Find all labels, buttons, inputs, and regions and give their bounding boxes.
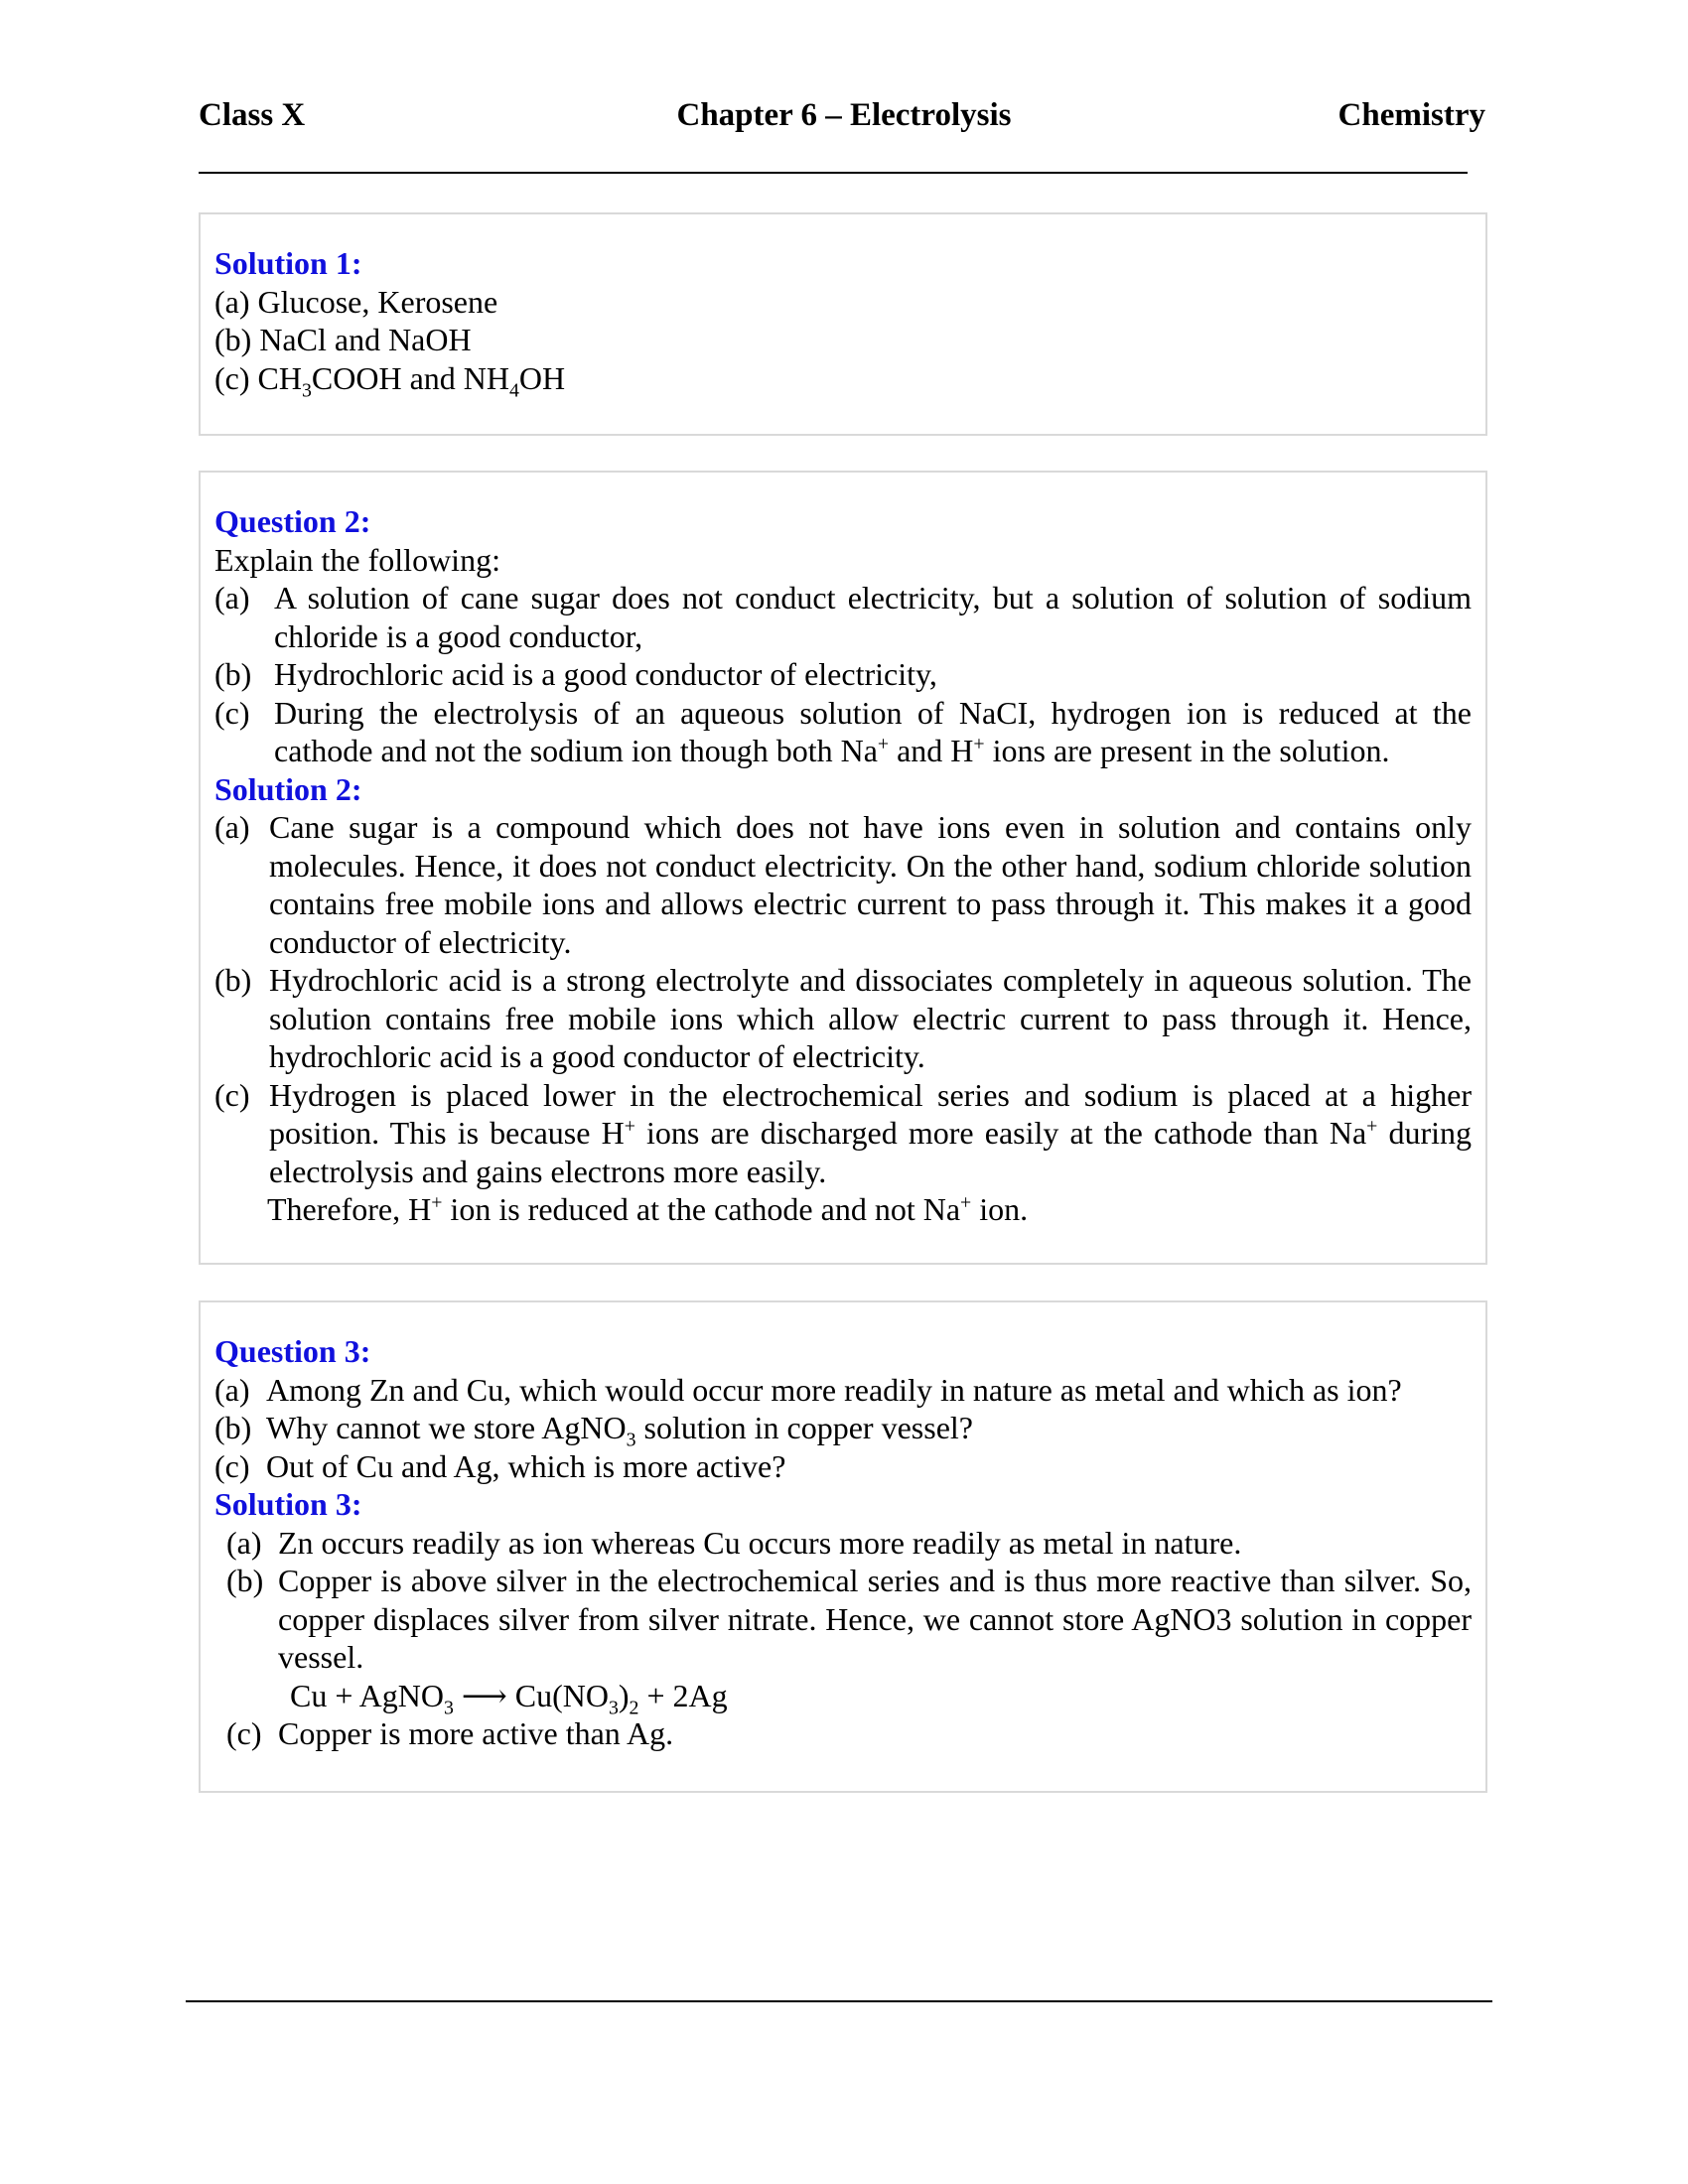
item-label: (b) [226, 1563, 264, 1598]
item-label: (a) [214, 1371, 250, 1408]
item-text: A solution of cane sugar does not conduct electricity, but a solution of solution of sodium chloride is a good conductor, [274, 580, 1472, 654]
item-label: (a) [214, 809, 250, 845]
question-2-item-c [214, 694, 1472, 770]
item-text: During the electrolysis of an aqueous solution of NaCI, hydrogen ion is reduced at the cathode and not the sodium ion though both Na+ and H+ ions are present in the solution. [274, 694, 1472, 768]
item-label: (c) [214, 1076, 250, 1113]
question-2-intro: Explain the following: [214, 541, 500, 578]
item-text: Hydrochloric acid is a strong electrolyte and dissociates completely in aqueous solution. The solution contains free mobile ions which allow electric current to pass through it. Hence, hydrochloric acid is a good conductor of electricity. [269, 962, 1472, 1074]
chemical-equation: Cu + AgNO$_3$ ⟶ $Cu(NO_3)_2 + 2Ag$ [290, 1677, 728, 1718]
item-label: (a) [214, 580, 250, 615]
question-3-item-c [214, 1447, 1472, 1486]
item-label: (c) [214, 359, 250, 396]
header-chapter-title: Chapter 6 – Electrolysis [676, 97, 1012, 133]
footer-rule [186, 2000, 1492, 2002]
reaction-arrow: ⟶ [461, 1677, 507, 1713]
item-text: Among Zn and Cu, which would occur more readily in nature as metal and which as ion? [266, 1371, 1402, 1408]
question-3-box [199, 1300, 1487, 1793]
item-text: Out of Cu and Ag, which is more active? [266, 1447, 786, 1484]
item-text: Copper is above silver in the electrochemical series and is thus more reactive than silver. So, copper displaces silver from silver nitrate. Hence, we cannot store AgNO3 solution in copper vessel. [278, 1563, 1472, 1675]
item-text: Why cannot we store AgNO$_3$ solution in copper vessel? [266, 1410, 973, 1451]
item-label: (b) [214, 322, 252, 357]
item-label: (b) [214, 962, 252, 998]
solution-1-item-b [214, 321, 1472, 359]
item-text: NaCl and NaOH [259, 322, 472, 357]
solution-3-item-c [214, 1714, 1472, 1753]
question-2-item-a [214, 579, 1472, 655]
header-subject: Chemistry [1337, 97, 1485, 133]
solution-3-item-a [214, 1524, 1472, 1563]
item-text: Hydrogen is placed lower in the electrochemical series and sodium is placed at a higher position. This is because H+ ions are discharged more easily at the cathode than Na+ during electrolysis and gains electrons more easily. [269, 1076, 1473, 1189]
solution-1-item-c [214, 359, 1472, 401]
item-label: (c) [226, 1715, 262, 1751]
item-text: $CH_3COOH$ and $NH_4OH$ [257, 359, 566, 401]
item-text: Hydrochloric acid is a good conductor of electricity, [274, 656, 937, 692]
solution-2-heading: Solution 2: [214, 770, 362, 807]
solution-1-item-a [214, 283, 1472, 322]
item-label: (a) [226, 1524, 262, 1561]
header-rule [199, 172, 1468, 174]
item-label: (c) [214, 694, 250, 731]
solution-3-item-b [214, 1562, 1472, 1677]
question-3-item-b [214, 1409, 1472, 1451]
item-label: (b) [214, 1410, 252, 1445]
solution-2-item-a [214, 808, 1472, 961]
item-label: (b) [214, 656, 252, 692]
solution-2-conclusion: Therefore, H+ ion is reduced at the cathode and not Na+ ion. [267, 1191, 1029, 1227]
solution-3-heading: Solution 3: [214, 1486, 362, 1522]
question-2-box [199, 471, 1487, 1265]
item-label: (a) [214, 283, 250, 320]
item-text: Zn occurs readily as ion whereas Cu occurs more readily as metal in nature. [278, 1524, 1242, 1561]
question-2-heading: Question 2: [214, 503, 371, 539]
solution-1-box [199, 212, 1487, 436]
question-2-item-b [214, 655, 1472, 694]
header-class: Class X [199, 97, 306, 133]
item-text: Cane sugar is a compound which does not have ions even in solution and contains only molecules. Hence, it does not conduct electricity. On the other hand, sodium chloride solution contains free mobile ions and allows electric current to pass through it. This makes it a good conductor of electricity. [269, 809, 1472, 960]
question-3-item-a [214, 1371, 1472, 1410]
solution-2-item-b [214, 961, 1472, 1076]
question-3-heading: Question 3: [214, 1333, 371, 1369]
solution-2-item-c [214, 1076, 1472, 1191]
solution-1-heading: Solution 1: [214, 245, 362, 281]
item-text: Copper is more active than Ag. [278, 1715, 674, 1751]
item-text: Glucose, Kerosene [257, 283, 498, 320]
item-label: (c) [214, 1447, 250, 1484]
